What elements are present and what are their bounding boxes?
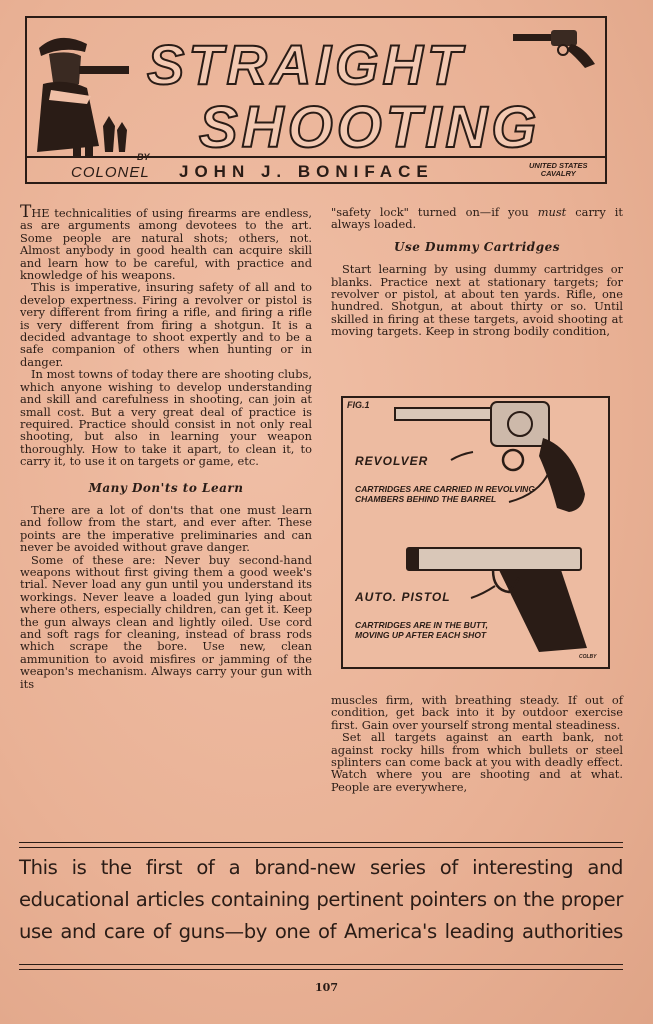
- paragraph: Set all targets against an earth bank, not against rocky hills from which bullets or steel splinters can come back at you with deadly effect. Watch where you are shooting and at what. People are everywhere,: [331, 730, 623, 794]
- divider-rule: [19, 969, 623, 970]
- article-column-right-top: [331, 206, 623, 338]
- paragraph: This is imperative, insuring safety of all and to develop expertness. Firing a revolver or pistol is very different from firing a rifle, and firing a rifle is very different from firing a shotgun. It is a decided advantage to shoot expertly and to be a safe companion of others when hunting or in danger.: [20, 280, 312, 369]
- unit-line-2: CAVALRY: [540, 169, 576, 178]
- author-name: JOHN J. BONIFACE: [179, 162, 434, 181]
- artist-signature: COLBY: [579, 654, 597, 660]
- series-banner: This is the first of a brand-new series of interesting and educational articles containing pertinent pointers on the proper use and care of guns—by one of America's leading authorities: [19, 856, 623, 943]
- paragraph: There are a lot of don'ts that one must learn and follow from the start, and ever after. These points are the imperative preliminaries and can never be avoided without grave danger.: [20, 502, 312, 555]
- byline: [27, 152, 605, 184]
- paragraph: Start learning by using dummy cartridges or blanks. Practice next at stationary targets; for revolver or pistol, at about ten yards. Rifle, one hundred. Shotgun, at about thirty or so. Until skilled in firing at these targets, avoid shooting at moving targets. Keep in strong bodily condition,: [331, 262, 623, 339]
- figure-number: FIG.1: [347, 400, 370, 410]
- pistol-label: AUTO. PISTOL: [355, 590, 451, 604]
- revolver-label: REVOLVER: [355, 454, 429, 468]
- revolver-icon: [509, 20, 601, 72]
- title-header: [25, 16, 607, 184]
- divider-rule: [19, 964, 623, 965]
- paragraph: muscles firm, with breathing steady. If out of condition, get back into it by outdoor exercise first. Gain over yourself strong mental steadiness.: [331, 693, 623, 732]
- paragraph: "safety lock" turned on—if you must carry it always loaded.: [331, 205, 623, 232]
- revolver-note: CARTRIDGES ARE CARRIED IN REVOLVING CHAMBERS BEHIND THE BARREL: [355, 484, 535, 504]
- title-shooting: SHOOTING: [199, 95, 541, 160]
- cowboy-illustration: [29, 26, 139, 176]
- figure-guns: [341, 396, 610, 669]
- subhead-many-donts: Many Don'ts to Learn: [88, 480, 244, 495]
- author-rank: COLONEL: [71, 164, 150, 181]
- author-unit: [529, 162, 587, 178]
- article-column-left: [20, 202, 312, 691]
- drop-cap: T: [20, 202, 32, 222]
- article-column-right-bottom: [331, 694, 623, 793]
- paragraph: THE technicalities of using firearms are endless, as are arguments among devotees to the art. Some people are natural shots; others, not. Almost anybody in good health can acquire skill and learn how to be careful, with practice and knowledge of his weapons.: [20, 202, 312, 283]
- pistol-note: CARTRIDGES ARE IN THE BUTT, MOVING UP AFTER EACH SHOT: [355, 620, 489, 640]
- paragraph: Some of these are: Never buy second-hand weapons without first giving them a good week's trial. Never load any gun until you understand its workings. Never leave a loaded gun lying about where others, especially children, can get it. Keep the gun always clean and lightly oiled. Use cord and soft rags for cleaning, instead of brass rods which scrape the bore. Use new, clean ammunition to avoid misfires or jamming of the weapon's mechanism. Always carry your gun with its: [20, 552, 312, 691]
- divider-rule: [19, 847, 623, 848]
- divider-rule: [19, 842, 623, 843]
- title-straight: STRAIGHT: [147, 33, 466, 96]
- page-number: 107: [315, 981, 338, 994]
- subhead-dummy-cartridges: Use Dummy Cartridges: [394, 239, 560, 254]
- paragraph: In most towns of today there are shooting clubs, which anyone wishing to develop understanding and skill and carefulness in shooting, can join at small cost. But a very great deal of practice is required. Practice should consist in not only real shooting, but also in learning your weapon thoroughly. How to take it apart, to clean it, to carry it, to use it on targets or game, etc.: [20, 367, 312, 469]
- byline-by: BY: [137, 152, 150, 162]
- unit-line-1: UNITED STATES: [529, 161, 588, 170]
